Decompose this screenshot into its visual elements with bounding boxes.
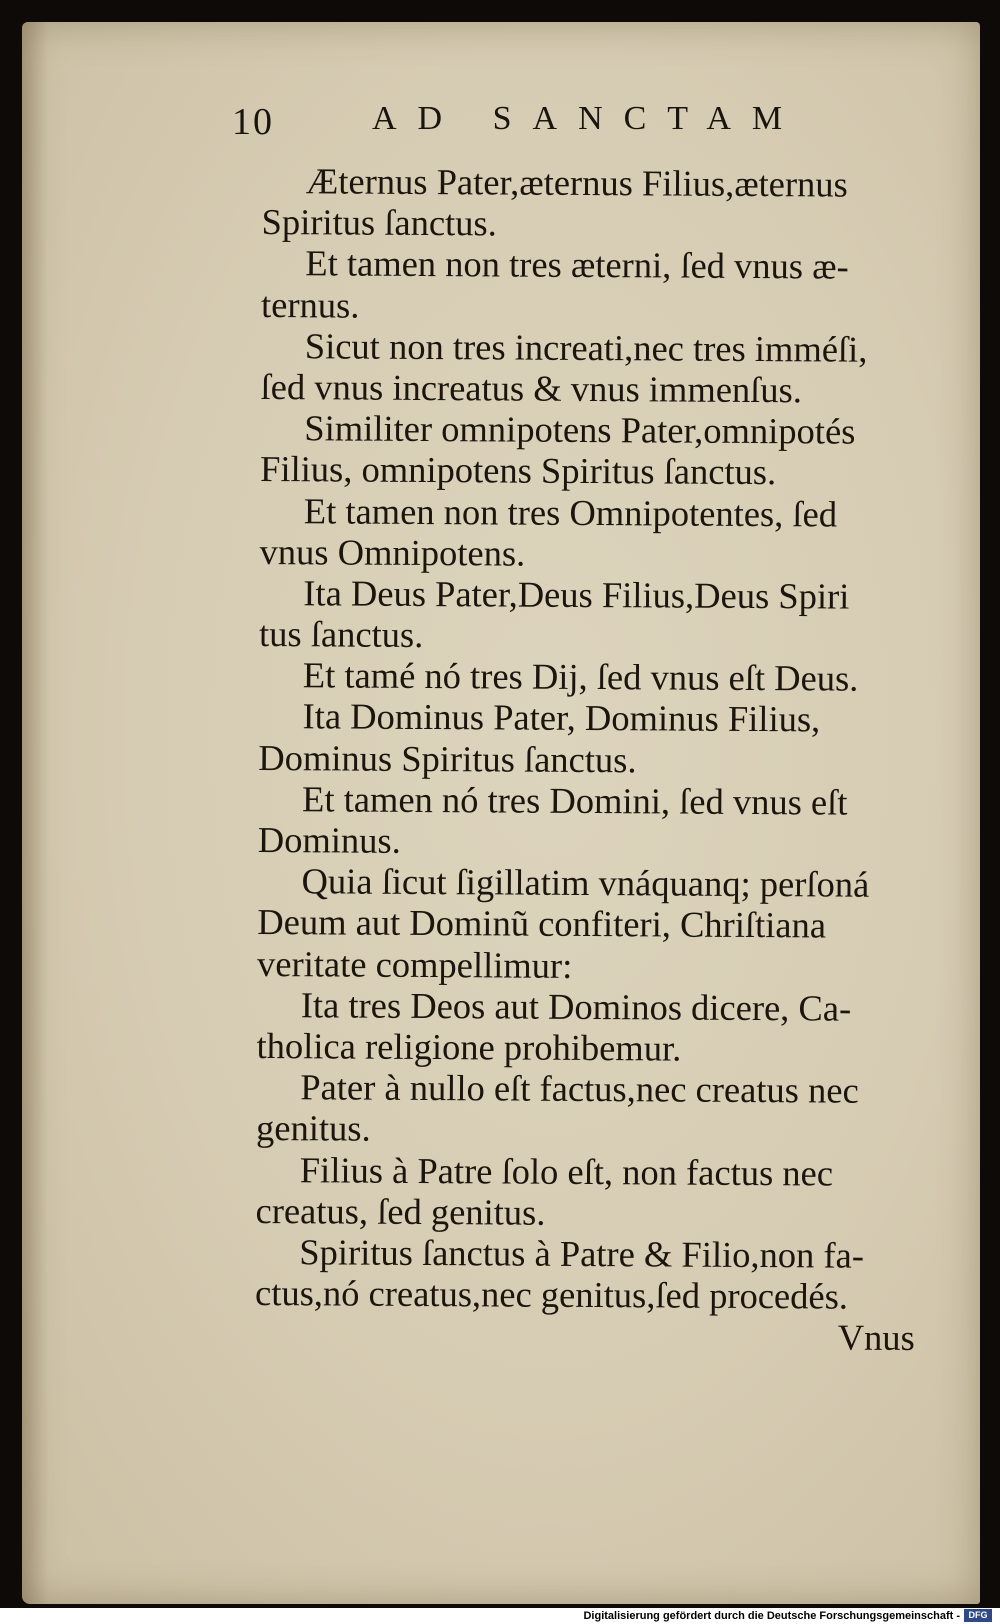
text-line: Ita Deus Pater,Deus Filius,Deus Spiri [303,572,850,617]
text-line: Ita Dominus Pater, Dominus Filius, [302,695,821,740]
text-line: Et tamen non tres æterni, ſed vnus æ- [305,242,849,287]
text-line: Spiritus ſanctus à Patre & Filio,non fa- [299,1231,865,1276]
text-line: Dominus. [257,818,401,861]
text-line: ctus,nó creatus,nec genitus,ſed procedés. [254,1272,849,1317]
text-line: Pater à nullo eſt factus,nec creatus nec [300,1066,859,1111]
text-line: Dominus Spiritus ſanctus. [258,736,637,780]
text-line: tholica religione prohibemur. [256,1024,682,1069]
text-line: Filius à Patre ſolo eſt, non factus nec [299,1148,834,1194]
text-line: ſed vnus increatus & vnus immenſus. [260,365,803,411]
running-head-title: AD SANCTAM [372,100,804,137]
text-line: tus ſanctus. [258,613,424,656]
text-line: Deum aut Dominũ confiteri, Chriſtiana [257,901,827,946]
text-line: Spiritus ſanctus. [261,201,497,244]
text-line: veritate compellimur: [256,942,573,986]
text-line: Æternus Pater,æternus Filius,æternus [305,160,848,205]
page-gutter-shadow [22,22,48,1604]
book-page [22,22,980,1604]
text-line: Sicut non tres increati,nec tres imméſi, [304,325,868,370]
catchword: Vnus [837,1316,915,1359]
running-head [232,100,832,150]
text-line: Et tamen non tres Omnipotentes, ſed [303,489,838,535]
text-line: creatus, ſed genitus. [255,1189,546,1233]
funding-credit: Digitalisierung gefördert durch die Deutsche Forschungsgemeinschaft - [583,1610,960,1622]
text-line: genitus. [255,1107,371,1149]
body-text [255,160,942,1359]
text-line: Ita tres Deos aut Dominos dicere, Ca- [300,984,852,1029]
text-line: Similiter omnipotens Pater,omnipotés [304,407,856,452]
text-line: Et tamen nó tres Domini, ſed vnus eſt [301,778,848,823]
dfg-logo: DFG [964,1609,992,1622]
text-line: Et tamé nó tres Dij, ſed vnus eſt Deus. [302,654,859,699]
page-number: 10 [232,101,274,143]
text-line: Filius, omnipotens Spiritus ſanctus. [259,448,777,493]
text-line: vnus Omnipotens. [259,530,526,574]
text-line: Quia ſicut ſigillatim vnáquanq; perſoná [301,860,870,905]
text-line: ternus. [260,283,360,326]
